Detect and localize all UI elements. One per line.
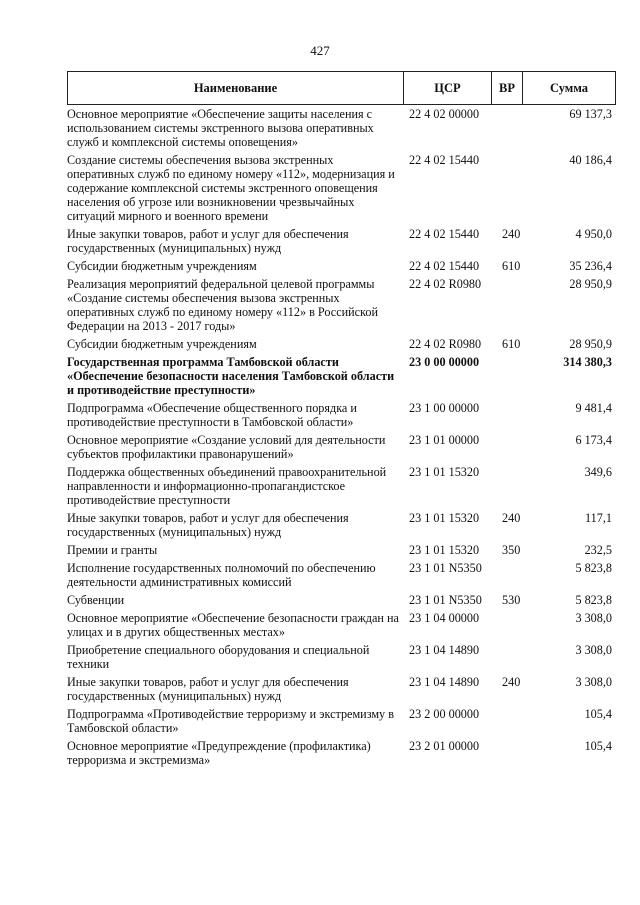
row-sum: 4 950,0 bbox=[575, 227, 612, 241]
row-csr: 23 1 01 N5350 bbox=[409, 561, 482, 575]
row-sum: 28 950,9 bbox=[569, 277, 612, 291]
row-csr: 23 1 01 15320 bbox=[409, 511, 480, 525]
row-name: Иные закупки товаров, работ и услуг для обеспечения государственных (муниципальных) нужд bbox=[67, 511, 349, 539]
row-name: Субвенции bbox=[67, 593, 125, 607]
row-name: Реализация мероприятий федеральной целевой программы «Создание системы обеспечения вызова экстренных оперативных служб по единому номеру «112» в Российской Федерации на 2013 - 2017 годы» bbox=[67, 277, 378, 333]
row-name: Поддержка общественных объединений правоохранительной направленности и информационно-пропагандистское противодействие преступности bbox=[67, 465, 387, 507]
row-name: Субсидии бюджетным учреждениям bbox=[67, 337, 257, 351]
row-sum: 6 173,4 bbox=[575, 433, 612, 447]
row-sum: 9 481,4 bbox=[575, 401, 612, 415]
row-sum: 349,6 bbox=[584, 465, 612, 479]
table-row bbox=[67, 643, 616, 671]
table-row bbox=[67, 611, 616, 639]
row-csr: 23 2 00 00000 bbox=[409, 707, 480, 721]
row-name: Основное мероприятие «Обеспечение безопасности граждан на улицах и в других общественных местах» bbox=[67, 611, 399, 639]
table-row bbox=[67, 227, 616, 255]
table-row bbox=[67, 675, 616, 703]
row-name: Субсидии бюджетным учреждениям bbox=[67, 259, 257, 273]
header-vr: ВР bbox=[492, 72, 523, 104]
row-name: Основное мероприятие «Обеспечение защиты населения с использованием системы экстренного вызова оперативных служб и комплексной системы оповещения» bbox=[67, 107, 374, 149]
row-vr: 240 bbox=[502, 511, 521, 525]
row-csr: 22 4 02 R0980 bbox=[409, 277, 482, 291]
row-name: Создание системы обеспечения вызова экстренных оперативных служб по единому номеру «112», модернизация и содержание комплексной системы экстренного оповещения населения об угрозе или возникновении чрезвычайных ситуаций мирного и военного времени bbox=[67, 153, 395, 223]
row-csr: 23 2 01 00000 bbox=[409, 739, 480, 753]
row-csr: 23 1 04 00000 bbox=[409, 611, 480, 625]
row-vr: 610 bbox=[502, 337, 521, 351]
row-sum: 3 308,0 bbox=[575, 675, 612, 689]
table-row bbox=[67, 561, 616, 589]
table-row bbox=[67, 511, 616, 539]
row-vr: 240 bbox=[502, 227, 521, 241]
header-csr: ЦСР bbox=[404, 72, 492, 104]
table-row bbox=[67, 401, 616, 429]
page-number: 427 bbox=[310, 43, 330, 58]
table-row bbox=[67, 707, 616, 735]
row-sum: 35 236,4 bbox=[569, 259, 612, 273]
header-name: Наименование bbox=[68, 72, 404, 104]
row-sum: 5 823,8 bbox=[575, 561, 612, 575]
row-name: Подпрограмма «Противодействие терроризму и экстремизму в Тамбовской области» bbox=[67, 707, 394, 735]
row-sum: 314 380,3 bbox=[563, 355, 612, 369]
row-vr: 530 bbox=[502, 593, 521, 607]
row-sum: 5 823,8 bbox=[575, 593, 612, 607]
row-sum: 3 308,0 bbox=[575, 611, 612, 625]
row-sum: 40 186,4 bbox=[569, 153, 612, 167]
table-row bbox=[67, 107, 616, 149]
row-csr: 22 4 02 15440 bbox=[409, 227, 480, 241]
row-name: Иные закупки товаров, работ и услуг для обеспечения государственных (муниципальных) нужд bbox=[67, 675, 349, 703]
table-row bbox=[67, 259, 616, 273]
table-row bbox=[67, 277, 616, 333]
table-row bbox=[67, 543, 616, 557]
row-csr: 22 4 02 15440 bbox=[409, 259, 480, 273]
row-name: Приобретение специального оборудования и специальной техники bbox=[67, 643, 370, 671]
table-row bbox=[67, 465, 616, 507]
row-sum: 105,4 bbox=[584, 739, 612, 753]
row-csr: 23 1 01 00000 bbox=[409, 433, 480, 447]
row-vr: 350 bbox=[502, 543, 521, 557]
row-name: Основное мероприятие «Предупреждение (профилактика) терроризма и экстремизма» bbox=[67, 739, 371, 767]
row-name: Премии и гранты bbox=[67, 543, 158, 557]
table-header bbox=[67, 71, 616, 105]
row-csr: 23 1 04 14890 bbox=[409, 675, 480, 689]
row-name: Иные закупки товаров, работ и услуг для обеспечения государственных (муниципальных) нужд bbox=[67, 227, 349, 255]
table-row bbox=[67, 739, 616, 767]
row-sum: 232,5 bbox=[584, 543, 612, 557]
row-csr: 23 1 04 14890 bbox=[409, 643, 480, 657]
row-name: Государственная программа Тамбовской области «Обеспечение безопасности населения Тамбовской области и противодействие преступности» bbox=[67, 355, 395, 397]
row-sum: 3 308,0 bbox=[575, 643, 612, 657]
row-sum: 117,1 bbox=[585, 511, 612, 525]
table-body bbox=[67, 107, 616, 771]
header-sum: Сумма bbox=[550, 81, 588, 95]
row-csr: 23 1 01 15320 bbox=[409, 465, 480, 479]
table-row bbox=[67, 355, 616, 397]
row-name: Основное мероприятие «Создание условий для деятельности субъектов профилактики правонарушений» bbox=[67, 433, 386, 461]
row-csr: 23 1 01 N5350 bbox=[409, 593, 482, 607]
table-row bbox=[67, 433, 616, 461]
table-row bbox=[67, 337, 616, 351]
row-csr: 22 4 02 R0980 bbox=[409, 337, 482, 351]
row-vr: 610 bbox=[502, 259, 521, 273]
row-name: Исполнение государственных полномочий по обеспечению деятельности административных комиссий bbox=[67, 561, 376, 589]
row-csr: 23 1 01 15320 bbox=[409, 543, 480, 557]
row-sum: 69 137,3 bbox=[569, 107, 612, 121]
table-row bbox=[67, 153, 616, 223]
row-vr: 240 bbox=[502, 675, 521, 689]
row-sum: 105,4 bbox=[584, 707, 612, 721]
row-csr: 22 4 02 15440 bbox=[409, 153, 480, 167]
row-sum: 28 950,9 bbox=[569, 337, 612, 351]
row-name: Подпрограмма «Обеспечение общественного порядка и противодействие преступности в Тамбовской области» bbox=[67, 401, 357, 429]
table-row bbox=[67, 593, 616, 607]
row-csr: 23 1 00 00000 bbox=[409, 401, 480, 415]
row-csr: 22 4 02 00000 bbox=[409, 107, 480, 121]
row-csr: 23 0 00 00000 bbox=[409, 355, 480, 369]
